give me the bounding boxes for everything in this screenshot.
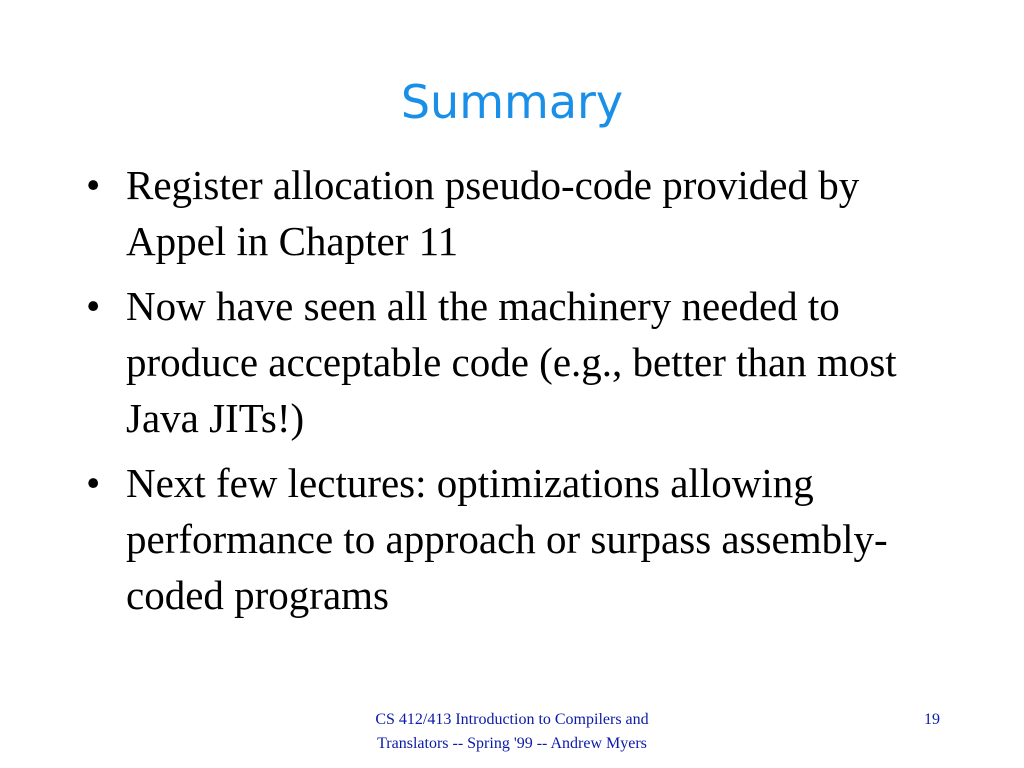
bullet-item-1 — [0, 157, 956, 269]
bullet-point-icon: • — [86, 460, 101, 506]
bullet-point-icon: • — [86, 283, 101, 329]
bullet-text-2: Now have seen all the machinery needed to produce acceptable code (e.g., better than most Java JITs!) — [126, 283, 897, 441]
bullet-text-3: Next few lectures: optimizations allowing performance to approach or surpass assembly-coded programs — [126, 460, 888, 618]
bullet-item-3 — [0, 455, 956, 623]
page-number: 19 — [924, 711, 940, 728]
bullet-item-2 — [0, 278, 956, 446]
bullet-list — [0, 157, 1024, 632]
slide-title: Summary — [400, 75, 624, 129]
bullet-point-icon: • — [86, 162, 101, 208]
slide-footer: CS 412/413 Introduction to Compilers and Translators -- Spring '99 -- Andrew Myers — [375, 711, 649, 752]
bullet-text-1: Register allocation pseudo-code provided by Appel in Chapter 11 — [126, 162, 860, 264]
